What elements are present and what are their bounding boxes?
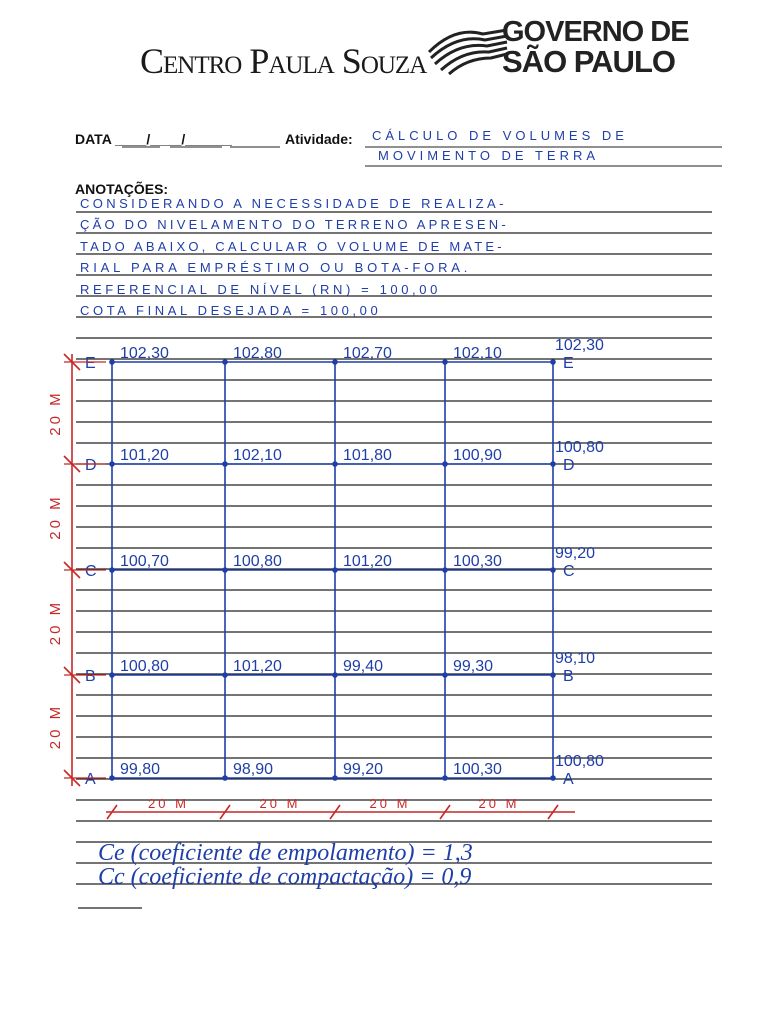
activity-label: Atividade:: [285, 131, 353, 147]
column-spacing-label: 20 M: [369, 796, 411, 811]
row-letter-left: B: [85, 668, 96, 685]
grid-node: [109, 672, 115, 678]
government-title-line2: SÃO PAULO: [502, 44, 675, 79]
grid-node: [109, 567, 115, 573]
elevation-label: 98,90: [233, 761, 274, 778]
elevation-label: 100,80: [555, 439, 604, 456]
elevation-label: 102,70: [343, 345, 392, 362]
elevation-label: 100,30: [453, 761, 502, 778]
grid-node: [442, 461, 448, 467]
grid-node: [442, 672, 448, 678]
row-spacing-label: 20 M: [47, 390, 64, 436]
elevation-label: 101,20: [343, 553, 392, 570]
column-spacing-label: 20 M: [478, 796, 520, 811]
row-letter-left: D: [85, 457, 97, 474]
elevation-label: 99,30: [453, 658, 494, 675]
grid-node: [332, 359, 338, 365]
grid-node: [442, 567, 448, 573]
elevation-label: 99,80: [120, 761, 161, 778]
activity-text-line1: CÁLCULO DE VOLUMES DE: [372, 128, 628, 143]
date-field-label: DATA ____/____/______: [75, 131, 232, 147]
elevation-label: 99,20: [555, 545, 596, 562]
elevation-label: 99,20: [343, 761, 384, 778]
grid-node: [550, 567, 556, 573]
elevation-label: 101,20: [233, 658, 282, 675]
elevation-label: 102,10: [453, 345, 502, 362]
row-spacing-label: 20 M: [47, 494, 64, 540]
grid-node: [332, 775, 338, 781]
grid-node: [550, 672, 556, 678]
elevation-label: 99,40: [343, 658, 384, 675]
grid-node: [550, 359, 556, 365]
row-letter-left: E: [85, 355, 96, 372]
row-letter-left: C: [85, 563, 97, 580]
row-letter-right: E: [563, 355, 574, 372]
grid-node: [109, 359, 115, 365]
elevation-label: 100,80: [555, 753, 604, 770]
elevation-label: 100,70: [120, 553, 169, 570]
elevation-label: 100,80: [120, 658, 169, 675]
note-line: RIAL PARA EMPRÉSTIMO OU BOTA-FORA.: [80, 260, 472, 275]
grid-node: [109, 775, 115, 781]
row-letter-right: C: [563, 563, 575, 580]
elevation-label: 102,10: [233, 447, 282, 464]
row-letter-right: A: [563, 771, 574, 788]
elevation-label: 100,30: [453, 553, 502, 570]
column-spacing-label: 20 M: [148, 796, 189, 811]
grid-node: [222, 461, 228, 467]
grid-node: [222, 672, 228, 678]
grid-node: [222, 567, 228, 573]
note-line: TADO ABAIXO, CALCULAR O VOLUME DE MATE-: [80, 239, 505, 254]
note-line: COTA FINAL DESEJADA = 100,00: [80, 303, 382, 318]
row-spacing-label: 20 M: [47, 599, 64, 646]
note-line: ÇÃO DO NIVELAMENTO DO TERRENO APRESEN-: [80, 217, 509, 232]
grid-node: [332, 672, 338, 678]
row-letter-right: B: [563, 668, 574, 685]
row-letter-left: A: [85, 771, 96, 788]
elevation-label: 102,30: [120, 345, 169, 362]
elevation-label: 98,10: [555, 650, 596, 667]
institution-name: Centro Paula Souza: [140, 41, 427, 81]
note-line: CONSIDERANDO A NECESSIDADE DE REALIZA-: [80, 196, 507, 211]
elevation-label: 100,80: [233, 553, 282, 570]
grid-node: [222, 775, 228, 781]
government-title-line1: GOVERNO DE: [502, 16, 689, 48]
grid-node: [442, 775, 448, 781]
note-line: REFERENCIAL DE NÍVEL (RN) = 100,00: [80, 282, 441, 297]
elevation-label: 100,90: [453, 447, 502, 464]
column-spacing-label: 20 M: [259, 796, 301, 811]
notes-label: ANOTAÇÕES:: [75, 181, 169, 197]
elevation-label: 102,80: [233, 345, 282, 362]
grid-node: [332, 567, 338, 573]
elevation-label: 102,30: [555, 337, 604, 354]
grid-node: [222, 359, 228, 365]
grid-node: [550, 775, 556, 781]
activity-text-line2: MOVIMENTO DE TERRA: [378, 148, 600, 163]
elevation-label: 101,20: [120, 447, 169, 464]
grid-node: [332, 461, 338, 467]
row-letter-right: D: [563, 457, 575, 474]
coefficient-line: Ce (coeficiente de empolamento) = 1,3: [98, 840, 473, 866]
grid-node: [442, 359, 448, 365]
grid-node: [550, 461, 556, 467]
row-spacing-label: 20 M: [47, 703, 64, 750]
grid-node: [109, 461, 115, 467]
elevation-label: 101,80: [343, 447, 392, 464]
coefficient-line: Cc (coeficiente de compactação) = 0,9: [98, 864, 472, 890]
